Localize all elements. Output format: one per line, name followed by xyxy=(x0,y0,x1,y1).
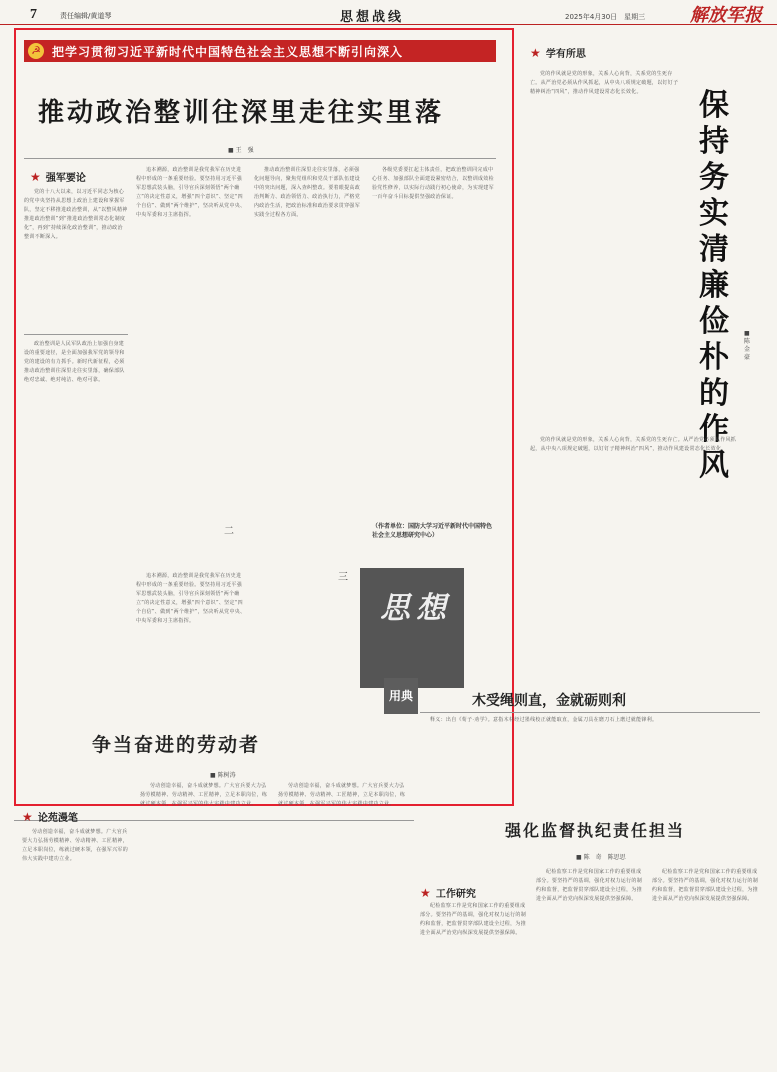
left-bottom-column-3: 劳动创造幸福，奋斗成就梦想。广大官兵要大力弘扬劳模精神、劳动精神、工匠精神，立足本职岗位，练就过硬本领，在强军兴军的伟大实践中建功立业。 xyxy=(278,783,406,807)
section-heading-qiangjun xyxy=(30,166,86,185)
right-column-body-lower: 党的作风就是党的形象，关系人心向背，关系党的生死存亡。从严治党必须从作风抓起，从中央八项规定破题，以钉钉子精神纠治“四风”，推动作风建设常态化长效化。 xyxy=(530,437,737,452)
quote-column-tag: 用典 xyxy=(384,678,418,714)
right-bottom-column-2: 纪检监察工作是党和国家工作的重要组成部分。要坚持严的基调，强化对权力运行的制约和监督，把监督贯穿部队建设全过程，为推进全面从严治党向纵深发展提供坚强保障。 xyxy=(536,869,643,902)
left-bottom-title[interactable]: 争当奋进的劳动者 xyxy=(92,734,261,756)
intro-paragraph: 党的十八大以来，以习近平同志为核心的党中央坚持从思想上政治上建设和掌握军队，坚定不移推进政治整训，从“以整风精神推进政治整训”到“推进政治整训常态化制度化”，再到“持续深化政治整训”，推动政治整训不断深入。 xyxy=(24,189,128,240)
article-column-2: 追本溯源，政治整训是我党我军在历史进程中形成的一条重要经验。要坚持用习近平强军思想武装头脑，引导官兵深刻领悟“两个确立”的决定性意义，增强“四个意识”、坚定“四个自信”、做到“两个维护”，坚决听从党中央、中央军委和习主席指挥。 xyxy=(136,167,246,218)
right-bottom-section-heading xyxy=(420,882,476,901)
left-bottom-section-heading-text: 论苑漫笔 xyxy=(37,813,78,824)
right-bottom-section-heading-text: 工作研究 xyxy=(435,889,476,900)
star-icon: ★ xyxy=(22,810,33,824)
article-column-1: 政治整训是人民军队政治上加强自身建设的重要途径，是全面加强我军党的领导和党的建设的有力抓手。新时代新征程，必须推动政治整训往深里走往实里落，确保部队绝对忠诚、绝对纯洁、绝对可靠。 xyxy=(24,341,125,383)
right-bottom-author: ■ 陈 奇 陈思思 xyxy=(576,854,626,861)
star-icon: ★ xyxy=(530,46,541,60)
issue-date: 2025年4月30日 星期三 xyxy=(565,13,646,21)
section-number-3: 三 xyxy=(338,572,348,583)
right-section-heading-text: 学有所思 xyxy=(545,49,586,60)
article-column-2-lower: 追本溯源，政治整训是我党我军在历史进程中形成的一条重要经验。要坚持用习近平强军思想武装头脑，引导官兵深刻领悟“两个确立”的决定性意义，增强“四个意识”、坚定“四个自信”、做到“两个维护”，坚决听从党中央、中央军委和习主席指挥。 xyxy=(136,573,246,624)
right-bottom-column-1: 纪检监察工作是党和国家工作的重要组成部分。要坚持严的基调，强化对权力运行的制约和监督，把监督贯穿部队建设全过程，为推进全面从严治党向纵深发展提供坚强保障。 xyxy=(420,903,527,936)
article-column-4: 各级党委要扛起主体责任，把政治整训同完成中心任务、加强部队全面建设紧密结合，以整训成效检验党性修养，以实际行动践行初心使命，为实现建军一百年奋斗目标提供坚强政治保证。 xyxy=(372,167,494,200)
main-headline[interactable]: 推动政治整训往深里走往实里落 xyxy=(38,98,445,128)
left-bottom-column-1: 劳动创造幸福，奋斗成就梦想。广大官兵要大力弘扬劳模精神、劳动精神、工匠精神，立足本职岗位，练就过硬本领，在强军兴军的伟大实践中建功立业。 xyxy=(22,829,129,862)
calligraphy-seal-text: 思想 xyxy=(380,591,452,626)
intro-divider xyxy=(24,334,128,335)
masthead-logo: 解放军报 xyxy=(690,5,762,26)
section-number-2: 二 xyxy=(224,526,234,537)
quote-note: 释义：出自《荀子·劝学》。意指木材经过墨线校正就能取直，金属刀具在磨刀石上磨过就能锋利。 xyxy=(430,717,658,723)
section-heading-text: 强军要论 xyxy=(45,173,86,184)
left-bottom-section-heading xyxy=(22,806,78,825)
main-byline: ■ 王 强 xyxy=(228,147,254,154)
right-bottom-column-3: 纪检监察工作是党和国家工作的重要组成部分。要坚持严的基调，强化对权力运行的制约和监督，把监督贯穿部队建设全过程，为推进全面从严治党向纵深发展提供坚强保障。 xyxy=(652,869,759,902)
page-number: 7 xyxy=(30,7,37,22)
star-icon: ★ xyxy=(420,886,431,900)
right-column-author: ■ 陈金豪 xyxy=(744,330,751,361)
quote-divider xyxy=(420,712,760,713)
right-column-body-upper: 党的作风就是党的形象，关系人心向背，关系党的生死存亡。从严治党必须从作风抓起，从中央八项规定破题，以钉钉子精神纠治“四风”，推动作风建设常态化长效化。 xyxy=(530,71,679,95)
left-bottom-author: ■ 陈树涛 xyxy=(210,772,236,779)
party-emblem-icon: ☭ xyxy=(28,43,44,59)
star-icon: ★ xyxy=(30,170,41,184)
quote-title[interactable]: 木受绳则直，金就砺则利 xyxy=(472,693,626,709)
right-section-heading xyxy=(530,42,586,61)
author-affiliation: （作者单位：国防大学习近平新时代中国特色社会主义思想研究中心） xyxy=(372,523,493,539)
column-banner xyxy=(24,40,496,62)
page-section-title: 思想战线 xyxy=(340,10,405,25)
right-bottom-title[interactable]: 强化监督执纪责任担当 xyxy=(505,821,686,840)
editor-credit: 责任编辑/黄道琴 xyxy=(60,12,112,20)
column-banner-text: 把学习贯彻习近平新时代中国特色社会主义思想不断引向深入 xyxy=(52,45,404,59)
right-column-title[interactable]: 保持务实清廉俭朴的作风 xyxy=(699,88,729,483)
left-bottom-column-2: 劳动创造幸福，奋斗成就梦想。广大官兵要大力弘扬劳模精神、劳动精神、工匠精神，立足本职岗位，练就过硬本领，在强军兴军的伟大实践中建功立业。 xyxy=(140,783,268,807)
headline-divider xyxy=(24,158,496,159)
article-column-3: 推动政治整训往深里走往实里落，必须强化问题导向，聚焦党组织和党员干部队伍建设中的突出问题，深入查纠整改。要着眼提高政治判断力、政治领悟力、政治执行力，严格党内政治生活，把政治标准和政治要求贯穿强军实践全过程各方面。 xyxy=(254,167,361,218)
